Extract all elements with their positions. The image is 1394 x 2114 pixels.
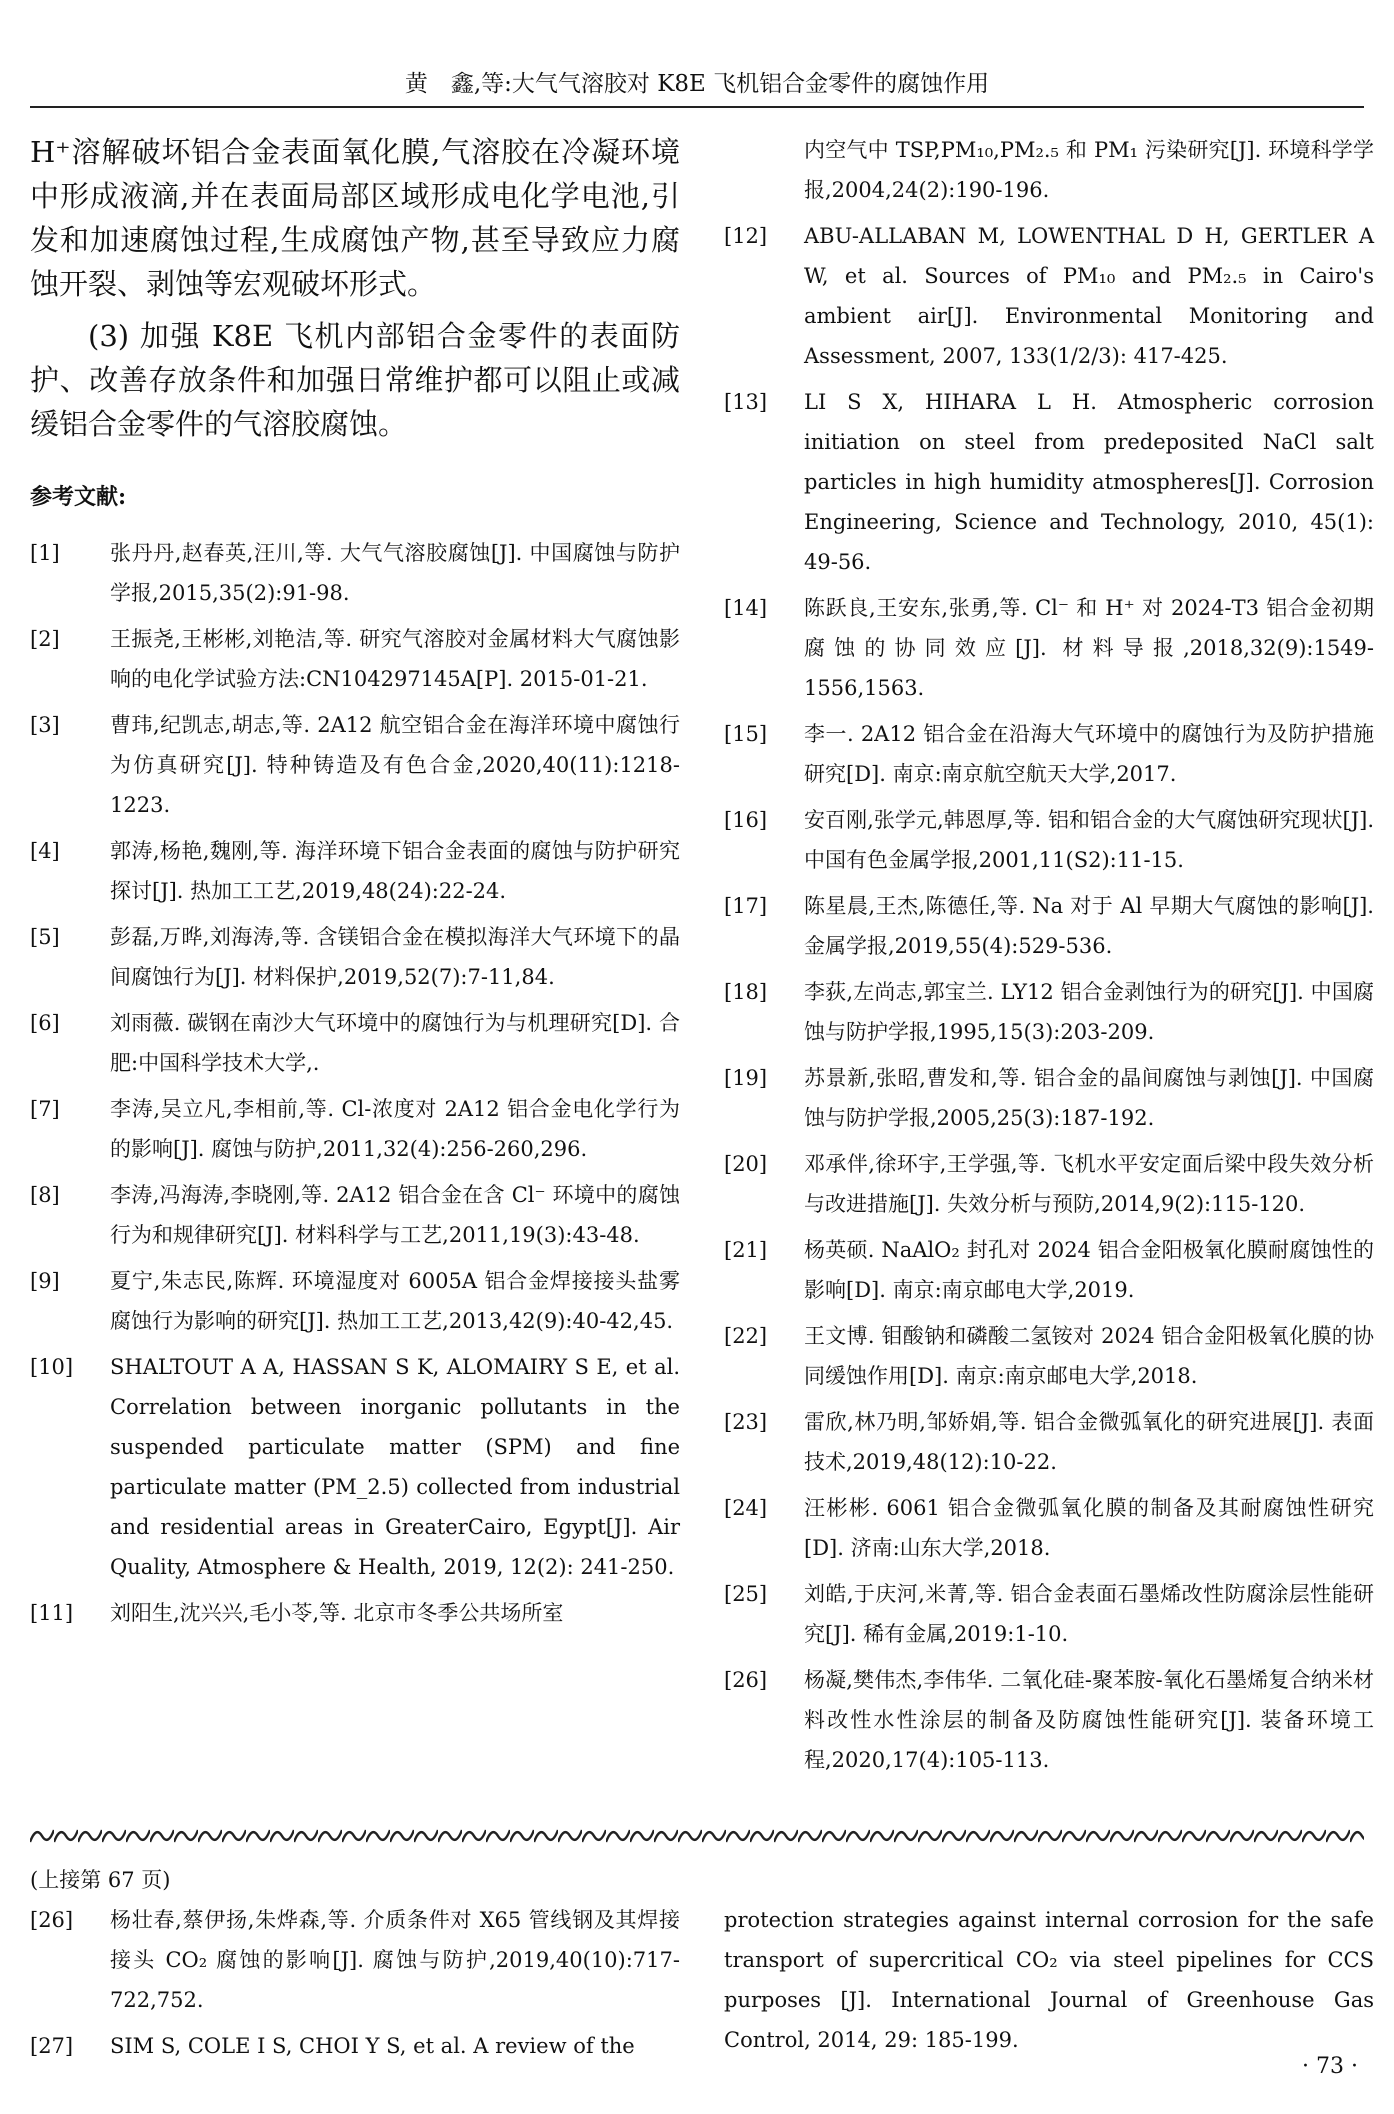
reference-number: [4] xyxy=(30,839,60,863)
reference-number: [26] xyxy=(724,1668,768,1692)
reference-text: 刘雨薇. 碳钢在南沙大气环境中的腐蚀行为与机理研究[D]. 合肥:中国科学技术大学,. xyxy=(110,1011,680,1075)
reference-item xyxy=(30,1593,680,1633)
reference-text: 夏宁,朱志民,陈辉. 环境湿度对 6005A 铝合金焊接接头盐雾腐蚀行为影响的研究[J]. 热加工工艺,2013,42(9):40-42,45. xyxy=(110,1269,680,1333)
bottom-reference-list-right xyxy=(724,1900,1374,2066)
reference-text: 彭磊,万晔,刘海涛,等. 含镁铝合金在模拟海洋大气环境下的晶间腐蚀行为[J]. 材料保护,2019,52(7):7-11,84. xyxy=(110,925,680,989)
reference-number: [15] xyxy=(724,722,768,746)
reference-number: [21] xyxy=(724,1238,768,1262)
reference-number: [8] xyxy=(30,1183,60,1207)
left-column xyxy=(30,130,680,1639)
reference-number: [16] xyxy=(724,808,768,832)
reference-number: [1] xyxy=(30,541,60,565)
reference-number: [27] xyxy=(30,2034,74,2058)
reference-item xyxy=(30,619,680,699)
wavy-divider xyxy=(30,1824,1364,1848)
reference-item xyxy=(30,831,680,911)
reference-text: 杨凝,樊伟杰,李伟华. 二氧化硅-聚苯胺-氧化石墨烯复合纳米材料改性水性涂层的制备及防腐蚀性能研究[J]. 装备环境工程,2020,17(4):105-113. xyxy=(804,1668,1374,1772)
reference-text: SIM S, COLE I S, CHOI Y S, et al. A review of the xyxy=(110,2034,635,2058)
reference-text: 李涛,冯海涛,李晓刚,等. 2A12 铝合金在含 Cl⁻ 环境中的腐蚀行为和规律研究[J]. 材料科学与工艺,2011,19(3):43-48. xyxy=(110,1183,680,1247)
reference-text: 李荻,左尚志,郭宝兰. LY12 铝合金剥蚀行为的研究[J]. 中国腐蚀与防护学报,1995,15(3):203-209. xyxy=(804,980,1374,1044)
reference-item xyxy=(724,1230,1374,1310)
reference-number: [3] xyxy=(30,713,60,737)
reference-item xyxy=(724,382,1374,582)
reference-item xyxy=(724,130,1374,210)
reference-item xyxy=(724,714,1374,794)
reference-text: ABU-ALLABAN M, LOWENTHAL D H, GERTLER A W, et al. Sources of PM₁₀ and PM₂.₅ in Cairo's ambient air[J]. Environmental Monitoring and Assessment, 2007, 133(1/2/3): 417-425. xyxy=(804,224,1374,368)
reference-number: [5] xyxy=(30,925,60,949)
reference-text: 王文博. 钼酸钠和磷酸二氢铵对 2024 铝合金阳极氧化膜的协同缓蚀作用[D]. 南京:南京邮电大学,2018. xyxy=(804,1324,1374,1388)
reference-item xyxy=(724,800,1374,880)
page-number: · 73 · xyxy=(1302,2054,1358,2079)
reference-continuation: protection strategies against internal corrosion for the safe transport of supercritical CO₂ via steel pipelines for CCS purposes [J]. International Journal of Greenhouse Gas Control, 2014, 29: 185-199. xyxy=(724,1908,1374,2052)
reference-item xyxy=(724,216,1374,376)
reference-item xyxy=(30,2026,680,2066)
reference-number: [9] xyxy=(30,1269,60,1293)
reference-number: [10] xyxy=(30,1355,74,1379)
reference-item xyxy=(724,1488,1374,1568)
reference-item xyxy=(30,533,680,613)
reference-text: 李涛,吴立凡,李相前,等. Cl-浓度对 2A12 铝合金电化学行为的影响[J]. 腐蚀与防护,2011,32(4):256-260,296. xyxy=(110,1097,680,1161)
reference-number: [13] xyxy=(724,390,768,414)
reference-number: [22] xyxy=(724,1324,768,1348)
reference-number: [19] xyxy=(724,1066,768,1090)
reference-item xyxy=(30,1900,680,2020)
reference-number: [25] xyxy=(724,1582,768,1606)
reference-item xyxy=(724,972,1374,1052)
reference-item xyxy=(724,1402,1374,1482)
reference-item xyxy=(30,705,680,825)
reference-text: 王振尧,王彬彬,刘艳洁,等. 研究气溶胶对金属材料大气腐蚀影响的电化学试验方法:CN104297145A[P]. 2015-01-21. xyxy=(110,627,680,691)
reference-text: 雷欣,林乃明,邹娇娟,等. 铝合金微弧氧化的研究进展[J]. 表面技术,2019,48(12):10-22. xyxy=(804,1410,1374,1474)
reference-number: [12] xyxy=(724,224,768,248)
reference-item xyxy=(724,1058,1374,1138)
reference-item xyxy=(30,1347,680,1587)
reference-item xyxy=(724,1574,1374,1654)
reference-item xyxy=(30,1089,680,1169)
body-paragraph: H⁺溶解破坏铝合金表面氧化膜,气溶胶在冷凝环境中形成液滴,并在表面局部区域形成电化学电池,引发和加速腐蚀过程,生成腐蚀产物,甚至导致应力腐蚀开裂、剥蚀等宏观破坏形式。 xyxy=(30,135,680,301)
reference-item xyxy=(724,1144,1374,1224)
reference-number: [11] xyxy=(30,1601,74,1625)
reference-text: 陈跃良,王安东,张勇,等. Cl⁻ 和 H⁺ 对 2024-T3 铝合金初期腐蚀的协同效应[J]. 材料导报,2018,32(9):1549-1556,1563. xyxy=(804,596,1374,700)
reference-text: 邓承伴,徐环宇,王学强,等. 飞机水平安定面后梁中段失效分析与改进措施[J]. 失效分析与预防,2014,9(2):115-120. xyxy=(804,1152,1374,1216)
reference-number: [2] xyxy=(30,627,60,651)
reference-item xyxy=(724,1316,1374,1396)
reference-text: 汪彬彬. 6061 铝合金微弧氧化膜的制备及其耐腐蚀性研究[D]. 济南:山东大学,2018. xyxy=(804,1496,1374,1560)
continuation-note: (上接第 67 页) xyxy=(30,1868,171,1892)
reference-item xyxy=(30,917,680,997)
reference-number: [20] xyxy=(724,1152,768,1176)
reference-text: 杨英硕. NaAlO₂ 封孔对 2024 铝合金阳极氧化膜耐腐蚀性的影响[D]. 南京:南京邮电大学,2019. xyxy=(804,1238,1374,1302)
reference-text: 曹玮,纪凯志,胡志,等. 2A12 航空铝合金在海洋环境中腐蚀行为仿真研究[J]. 特种铸造及有色合金,2020,40(11):1218-1223. xyxy=(110,713,680,817)
reference-item xyxy=(724,886,1374,966)
references-heading: 参考文献: xyxy=(30,484,127,510)
reference-item xyxy=(724,588,1374,708)
reference-text: 杨壮春,蔡伊扬,朱烨森,等. 介质条件对 X65 管线钢及其焊接接头 CO₂ 腐蚀的影响[J]. 腐蚀与防护,2019,40(10):717-722,752. xyxy=(110,1908,680,2012)
reference-number: [17] xyxy=(724,894,768,918)
reference-item xyxy=(30,1003,680,1083)
reference-text: 张丹丹,赵春英,汪川,等. 大气气溶胶腐蚀[J]. 中国腐蚀与防护学报,2015,35(2):91-98. xyxy=(110,541,680,605)
reference-text: 刘阳生,沈兴兴,毛小苓,等. 北京市冬季公共场所室 xyxy=(110,1601,564,1625)
reference-number: [23] xyxy=(724,1410,768,1434)
reference-item xyxy=(724,1660,1374,1780)
reference-text: 陈星晨,王杰,陈德任,等. Na 对于 Al 早期大气腐蚀的影响[J]. 金属学报,2019,55(4):529-536. xyxy=(804,894,1374,958)
running-header: 黄 鑫,等:大气气溶胶对 K8E 飞机铝合金零件的腐蚀作用 xyxy=(30,62,1364,108)
reference-text: LI S X, HIHARA L H. Atmospheric corrosion initiation on steel from predeposited NaCl salt particles in high humidity atmospheres[J]. Corrosion Engineering, Science and Technology, 2010, 45(1): 49-56. xyxy=(804,390,1374,574)
reference-text: 安百刚,张学元,韩恩厚,等. 铝和铝合金的大气腐蚀研究现状[J]. 中国有色金属学报,2001,11(S2):11-15. xyxy=(804,808,1374,872)
reference-item xyxy=(30,1261,680,1341)
reference-list-right xyxy=(724,130,1374,1780)
reference-item xyxy=(30,1175,680,1255)
reference-number: [14] xyxy=(724,596,768,620)
reference-text: 郭涛,杨艳,魏刚,等. 海洋环境下铝合金表面的腐蚀与防护研究探讨[J]. 热加工工艺,2019,48(24):22-24. xyxy=(110,839,680,903)
reference-number: [24] xyxy=(724,1496,768,1520)
reference-list-left xyxy=(30,533,680,1633)
reference-text: 内空气中 TSP,PM₁₀,PM₂.₅ 和 PM₁ 污染研究[J]. 环境科学学报,2004,24(2):190-196. xyxy=(804,138,1374,202)
reference-text: 刘皓,于庆河,米菁,等. 铝合金表面石墨烯改性防腐涂层性能研究[J]. 稀有金属,2019:1-10. xyxy=(804,1582,1374,1646)
reference-number: [26] xyxy=(30,1908,74,1932)
conclusion-paragraph: (3) 加强 K8E 飞机内部铝合金零件的表面防护、改善存放条件和加强日常维护都可以阻止或减缓铝合金零件的气溶胶腐蚀。 xyxy=(30,319,680,441)
bottom-reference-list-left xyxy=(30,1900,680,2072)
reference-number: [7] xyxy=(30,1097,60,1121)
reference-number: [18] xyxy=(724,980,768,1004)
right-column xyxy=(724,130,1374,1786)
reference-text: 苏景新,张昭,曹发和,等. 铝合金的晶间腐蚀与剥蚀[J]. 中国腐蚀与防护学报,2005,25(3):187-192. xyxy=(804,1066,1374,1130)
reference-text: 李一. 2A12 铝合金在沿海大气环境中的腐蚀行为及防护措施研究[D]. 南京:南京航空航天大学,2017. xyxy=(804,722,1374,786)
reference-number: [6] xyxy=(30,1011,60,1035)
reference-text: SHALTOUT A A, HASSAN S K, ALOMAIRY S E, et al. Correlation between inorganic pollutants in the suspended particulate matter (SPM) and fine particulate matter (PM_2.5) collected from industrial and residential areas in GreaterCairo, Egypt[J]. Air Quality, Atmosphere & Health, 2019, 12(2): 241-250. xyxy=(110,1355,680,1579)
